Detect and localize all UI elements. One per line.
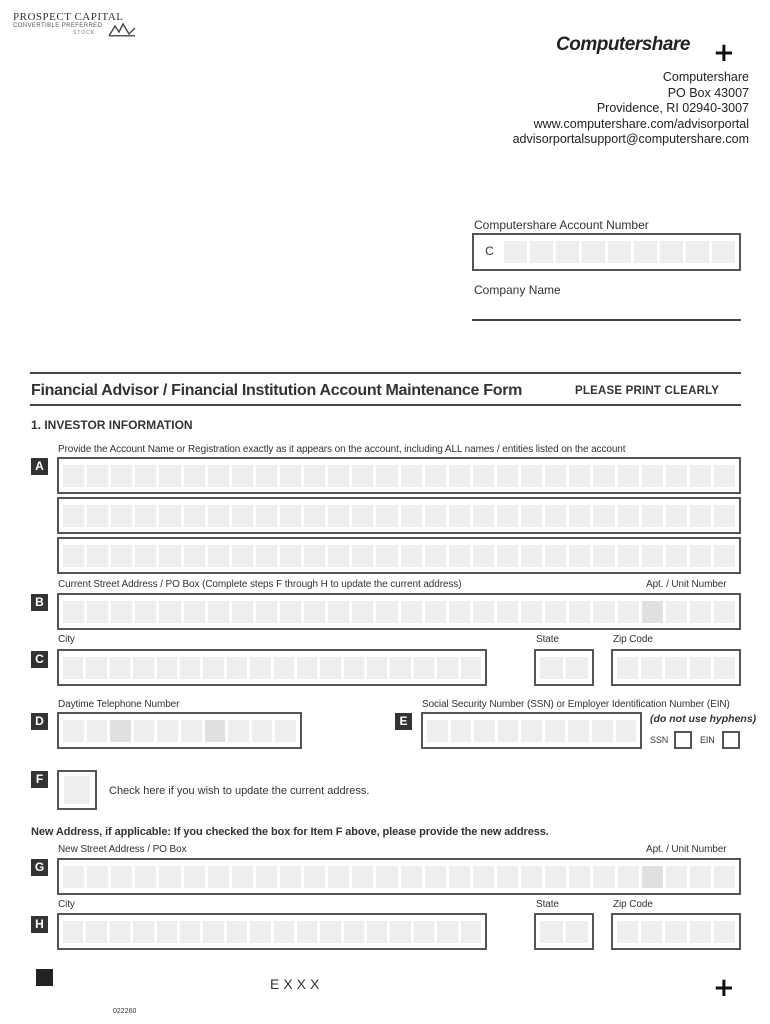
character-cell[interactable] bbox=[425, 601, 446, 623]
registration-square-icon bbox=[36, 969, 53, 986]
character-cell[interactable] bbox=[159, 545, 180, 567]
character-cell[interactable] bbox=[427, 720, 448, 742]
character-cell[interactable] bbox=[344, 921, 364, 943]
character-cell[interactable] bbox=[714, 866, 735, 888]
character-cell[interactable] bbox=[642, 505, 663, 527]
character-cell[interactable] bbox=[256, 866, 277, 888]
new-state-label: State bbox=[536, 899, 559, 910]
character-cell[interactable] bbox=[180, 657, 200, 679]
character-cell[interactable] bbox=[111, 866, 132, 888]
character-cell[interactable] bbox=[135, 601, 156, 623]
character-cell[interactable] bbox=[181, 720, 202, 742]
character-cell[interactable] bbox=[545, 720, 566, 742]
character-cell[interactable] bbox=[135, 866, 156, 888]
character-cell[interactable] bbox=[63, 545, 84, 567]
ein-checkbox[interactable] bbox=[722, 731, 740, 749]
character-cell[interactable] bbox=[497, 465, 518, 487]
account-name-line-3[interactable] bbox=[57, 537, 741, 574]
character-cell[interactable] bbox=[449, 601, 470, 623]
character-cell[interactable] bbox=[618, 505, 639, 527]
issuer-logo-line3: STOCK bbox=[73, 30, 96, 36]
form-code: EXXX bbox=[270, 976, 324, 992]
character-cell[interactable] bbox=[87, 505, 108, 527]
character-cell[interactable] bbox=[642, 465, 663, 487]
divider bbox=[30, 372, 741, 374]
ssn-ein-label: Social Security Number (SSN) or Employer Identification Number (EIN) bbox=[422, 699, 730, 710]
character-cell[interactable] bbox=[208, 601, 229, 623]
character-cell[interactable] bbox=[666, 465, 687, 487]
character-cell[interactable] bbox=[111, 601, 132, 623]
character-cell[interactable] bbox=[86, 921, 106, 943]
character-cell[interactable] bbox=[280, 465, 301, 487]
character-cell[interactable] bbox=[545, 866, 566, 888]
character-cell[interactable] bbox=[280, 866, 301, 888]
character-cell[interactable] bbox=[665, 657, 686, 679]
character-cell[interactable] bbox=[593, 465, 614, 487]
character-cell[interactable] bbox=[593, 601, 614, 623]
character-cell[interactable] bbox=[328, 545, 349, 567]
issuer-logo-line2: CONVERTIBLE PREFERRED bbox=[13, 23, 103, 29]
character-cell[interactable] bbox=[714, 505, 735, 527]
character-cell[interactable] bbox=[111, 545, 132, 567]
character-cell[interactable] bbox=[473, 545, 494, 567]
character-cell[interactable] bbox=[87, 545, 108, 567]
character-cell[interactable] bbox=[208, 866, 229, 888]
character-cell[interactable] bbox=[714, 657, 735, 679]
character-cell[interactable] bbox=[63, 866, 84, 888]
character-cell[interactable] bbox=[280, 545, 301, 567]
character-cell[interactable] bbox=[376, 866, 397, 888]
character-cell[interactable] bbox=[63, 601, 84, 623]
character-cell[interactable] bbox=[134, 720, 155, 742]
new-apt-unit-label: Apt. / Unit Number bbox=[646, 844, 727, 855]
character-cell[interactable] bbox=[352, 505, 373, 527]
character-cell[interactable] bbox=[256, 505, 277, 527]
character-cell[interactable] bbox=[521, 545, 542, 567]
character-cell[interactable] bbox=[437, 657, 457, 679]
character-cell[interactable] bbox=[461, 657, 481, 679]
no-hyphens-note: (do not use hyphens) bbox=[650, 713, 757, 725]
character-cell[interactable] bbox=[157, 720, 178, 742]
character-cell[interactable] bbox=[545, 601, 566, 623]
character-cell[interactable] bbox=[545, 545, 566, 567]
item-letter-c: C bbox=[31, 651, 48, 668]
character-cell[interactable] bbox=[159, 505, 180, 527]
character-cell[interactable] bbox=[157, 657, 177, 679]
account-name-line-1[interactable] bbox=[57, 457, 741, 494]
character-cell[interactable] bbox=[425, 866, 446, 888]
account-number-label: Computershare Account Number bbox=[474, 218, 649, 232]
ssn-ein-field[interactable] bbox=[421, 712, 642, 749]
character-cell[interactable] bbox=[111, 505, 132, 527]
character-cell[interactable] bbox=[449, 866, 470, 888]
registration-mark-icon: + bbox=[713, 38, 735, 68]
character-cell[interactable] bbox=[641, 921, 662, 943]
character-cell[interactable] bbox=[352, 545, 373, 567]
character-cell[interactable] bbox=[690, 545, 711, 567]
character-cell[interactable] bbox=[304, 545, 325, 567]
character-cell[interactable] bbox=[252, 720, 273, 742]
address-line: www.computershare.com/advisorportal bbox=[533, 116, 749, 131]
character-cell[interactable] bbox=[352, 465, 373, 487]
character-cell[interactable] bbox=[401, 545, 422, 567]
character-cell[interactable] bbox=[714, 601, 735, 623]
character-cell[interactable] bbox=[232, 866, 253, 888]
character-cell[interactable] bbox=[376, 545, 397, 567]
character-cell[interactable] bbox=[184, 601, 205, 623]
character-cell[interactable] bbox=[618, 465, 639, 487]
character-cell[interactable] bbox=[376, 465, 397, 487]
character-cell[interactable] bbox=[618, 601, 639, 623]
character-cell[interactable] bbox=[593, 866, 614, 888]
item-letter-a: A bbox=[31, 458, 48, 475]
character-cell[interactable] bbox=[133, 921, 153, 943]
character-cell[interactable] bbox=[569, 866, 590, 888]
item-letter-f: F bbox=[31, 771, 48, 788]
character-cell[interactable] bbox=[540, 657, 563, 679]
character-cell[interactable] bbox=[205, 720, 226, 742]
character-cell[interactable] bbox=[159, 465, 180, 487]
character-cell[interactable] bbox=[87, 866, 108, 888]
character-cell[interactable] bbox=[690, 601, 711, 623]
character-cell[interactable] bbox=[521, 866, 542, 888]
character-cell[interactable] bbox=[376, 505, 397, 527]
item-letter-e: E bbox=[395, 713, 412, 730]
issuer-logo-mark-icon bbox=[107, 22, 137, 38]
character-cell[interactable] bbox=[521, 601, 542, 623]
character-cell[interactable] bbox=[328, 465, 349, 487]
issuer-logo-name: PROSPECT CAPITAL bbox=[13, 11, 124, 23]
character-cell[interactable] bbox=[642, 601, 663, 623]
character-cell[interactable] bbox=[414, 657, 434, 679]
character-cell[interactable] bbox=[401, 505, 422, 527]
character-cell[interactable] bbox=[184, 866, 205, 888]
street-address-label: Current Street Address / PO Box (Complete steps F through H to update the current address) bbox=[58, 579, 462, 590]
character-cell[interactable] bbox=[569, 601, 590, 623]
character-cell[interactable] bbox=[328, 601, 349, 623]
character-cell[interactable] bbox=[641, 657, 662, 679]
address-line: advisorportalsupport@computershare.com bbox=[512, 132, 749, 147]
character-cell[interactable] bbox=[497, 866, 518, 888]
character-cell[interactable] bbox=[618, 866, 639, 888]
character-cell[interactable] bbox=[592, 720, 613, 742]
company-name-label: Company Name bbox=[474, 283, 561, 297]
telephone-label: Daytime Telephone Number bbox=[58, 699, 180, 710]
character-cell[interactable] bbox=[401, 601, 422, 623]
character-cell[interactable] bbox=[274, 921, 294, 943]
account-number-field[interactable] bbox=[472, 233, 741, 271]
character-cell[interactable] bbox=[280, 505, 301, 527]
character-cell[interactable] bbox=[540, 921, 563, 943]
character-cell[interactable] bbox=[256, 601, 277, 623]
character-cell[interactable] bbox=[437, 921, 457, 943]
character-cell[interactable] bbox=[208, 465, 229, 487]
character-cell[interactable] bbox=[367, 657, 387, 679]
new-city-field[interactable] bbox=[57, 913, 487, 950]
character-cell[interactable] bbox=[208, 545, 229, 567]
character-cell[interactable] bbox=[320, 921, 340, 943]
character-cell[interactable] bbox=[367, 921, 387, 943]
character-cell[interactable] bbox=[545, 465, 566, 487]
character-cell[interactable] bbox=[184, 465, 205, 487]
new-street-label: New Street Address / PO Box bbox=[58, 844, 187, 855]
account-name-line-2[interactable] bbox=[57, 497, 741, 534]
character-cell[interactable] bbox=[666, 866, 687, 888]
character-cell[interactable] bbox=[328, 505, 349, 527]
character-cell[interactable] bbox=[521, 505, 542, 527]
character-cell[interactable] bbox=[133, 657, 153, 679]
character-cell[interactable] bbox=[390, 657, 410, 679]
zip-code-label: Zip Code bbox=[613, 634, 653, 645]
character-cell[interactable] bbox=[232, 465, 253, 487]
character-cell[interactable] bbox=[63, 657, 83, 679]
character-cell[interactable] bbox=[63, 505, 84, 527]
form-title: Financial Advisor / Financial Institution Account Maintenance Form bbox=[31, 382, 523, 399]
character-cell[interactable] bbox=[180, 921, 200, 943]
city-field[interactable] bbox=[57, 649, 487, 686]
character-cell[interactable] bbox=[617, 657, 638, 679]
character-cell[interactable] bbox=[449, 505, 470, 527]
character-cell[interactable] bbox=[616, 720, 637, 742]
character-cell[interactable] bbox=[135, 465, 156, 487]
divider bbox=[30, 404, 741, 406]
character-cell[interactable] bbox=[111, 465, 132, 487]
state-label: State bbox=[536, 634, 559, 645]
character-cell[interactable] bbox=[304, 465, 325, 487]
character-cell[interactable] bbox=[159, 866, 180, 888]
update-address-label: Check here if you wish to update the current address. bbox=[109, 785, 370, 797]
character-cell[interactable] bbox=[208, 505, 229, 527]
character-cell[interactable] bbox=[690, 465, 711, 487]
character-cell[interactable] bbox=[665, 921, 686, 943]
item-letter-d: D bbox=[31, 713, 48, 730]
character-cell[interactable] bbox=[401, 866, 422, 888]
telephone-field[interactable] bbox=[57, 712, 302, 749]
character-cell[interactable] bbox=[497, 545, 518, 567]
character-cell[interactable] bbox=[280, 601, 301, 623]
item-letter-g: G bbox=[31, 859, 48, 876]
address-line: Computershare bbox=[662, 70, 749, 84]
character-cell[interactable] bbox=[157, 921, 177, 943]
character-cell[interactable] bbox=[449, 465, 470, 487]
new-street-address-field[interactable] bbox=[57, 858, 741, 895]
character-cell[interactable] bbox=[593, 545, 614, 567]
character-cell[interactable] bbox=[497, 601, 518, 623]
new-city-label: City bbox=[58, 899, 75, 910]
character-cell[interactable] bbox=[232, 505, 253, 527]
character-cell[interactable] bbox=[110, 657, 130, 679]
character-cell[interactable] bbox=[714, 545, 735, 567]
character-cell[interactable] bbox=[304, 866, 325, 888]
street-address-field[interactable] bbox=[57, 593, 741, 630]
character-cell[interactable] bbox=[666, 505, 687, 527]
character-cell[interactable] bbox=[110, 720, 131, 742]
character-cell[interactable] bbox=[232, 545, 253, 567]
character-cell[interactable] bbox=[184, 505, 205, 527]
character-cell[interactable] bbox=[425, 505, 446, 527]
apt-unit-label: Apt. / Unit Number bbox=[646, 579, 727, 590]
state-field[interactable] bbox=[534, 649, 594, 686]
character-cell[interactable] bbox=[63, 465, 84, 487]
character-cell[interactable] bbox=[473, 465, 494, 487]
character-cell[interactable] bbox=[714, 465, 735, 487]
character-cell[interactable] bbox=[425, 545, 446, 567]
character-cell[interactable] bbox=[568, 720, 589, 742]
character-cell[interactable] bbox=[714, 921, 735, 943]
character-cell[interactable] bbox=[451, 720, 472, 742]
character-cell[interactable] bbox=[328, 866, 349, 888]
character-cell[interactable] bbox=[227, 657, 247, 679]
character-cell[interactable] bbox=[473, 601, 494, 623]
new-address-note: New Address, if applicable: If you checked the box for Item F above, please provide the new address. bbox=[31, 826, 549, 838]
character-cell[interactable] bbox=[690, 866, 711, 888]
character-cell[interactable] bbox=[159, 601, 180, 623]
character-cell[interactable] bbox=[666, 601, 687, 623]
computershare-logo: Computershare bbox=[556, 34, 690, 55]
character-cell[interactable] bbox=[135, 545, 156, 567]
character-cell[interactable] bbox=[545, 505, 566, 527]
character-cell[interactable] bbox=[135, 505, 156, 527]
address-line: PO Box 43007 bbox=[667, 85, 749, 100]
character-cell[interactable] bbox=[642, 545, 663, 567]
character-cell[interactable] bbox=[474, 720, 495, 742]
character-cell[interactable] bbox=[569, 545, 590, 567]
character-cell[interactable] bbox=[376, 601, 397, 623]
character-cell[interactable] bbox=[63, 921, 83, 943]
character-cell[interactable] bbox=[250, 921, 270, 943]
ein-option-label: EIN bbox=[700, 735, 715, 745]
character-cell[interactable] bbox=[449, 545, 470, 567]
character-cell[interactable] bbox=[617, 921, 638, 943]
character-cell[interactable] bbox=[275, 720, 296, 742]
character-cell[interactable] bbox=[690, 657, 711, 679]
character-cell[interactable] bbox=[566, 657, 589, 679]
new-zip-code-label: Zip Code bbox=[613, 899, 653, 910]
section-heading: 1. INVESTOR INFORMATION bbox=[31, 418, 193, 432]
new-state-field[interactable] bbox=[534, 913, 594, 950]
character-cell[interactable] bbox=[320, 657, 340, 679]
character-cell[interactable] bbox=[414, 921, 434, 943]
character-cell[interactable] bbox=[642, 866, 663, 888]
address-line: Providence, RI 02940-3007 bbox=[596, 101, 749, 116]
character-cell[interactable] bbox=[87, 601, 108, 623]
character-cell[interactable] bbox=[690, 921, 711, 943]
character-cell[interactable] bbox=[110, 921, 130, 943]
character-cell[interactable] bbox=[401, 465, 422, 487]
character-cell[interactable] bbox=[304, 601, 325, 623]
character-cell[interactable] bbox=[425, 465, 446, 487]
character-cell[interactable] bbox=[666, 545, 687, 567]
ssn-option-label: SSN bbox=[650, 735, 669, 745]
character-cell[interactable] bbox=[228, 720, 249, 742]
character-cell[interactable] bbox=[566, 921, 589, 943]
mailing-address bbox=[513, 70, 749, 148]
character-cell[interactable] bbox=[352, 601, 373, 623]
registration-mark-icon: + bbox=[713, 973, 735, 1003]
item-letter-h: H bbox=[31, 916, 48, 933]
city-label: City bbox=[58, 634, 75, 645]
update-address-checkbox[interactable] bbox=[57, 770, 97, 810]
document-id: 022260 bbox=[113, 1008, 137, 1015]
character-cell[interactable] bbox=[256, 545, 277, 567]
character-cell[interactable] bbox=[390, 921, 410, 943]
character-cell[interactable] bbox=[227, 921, 247, 943]
character-cell[interactable] bbox=[690, 505, 711, 527]
character-cell[interactable] bbox=[497, 505, 518, 527]
character-cell[interactable] bbox=[274, 657, 294, 679]
character-cell[interactable] bbox=[304, 505, 325, 527]
character-cell[interactable] bbox=[86, 657, 106, 679]
character-cell[interactable] bbox=[250, 657, 270, 679]
character-cell[interactable] bbox=[203, 657, 223, 679]
character-cell[interactable] bbox=[297, 657, 317, 679]
character-cell[interactable] bbox=[87, 465, 108, 487]
character-cell[interactable] bbox=[87, 720, 108, 742]
account-number-prefix: C bbox=[485, 244, 494, 258]
character-cell[interactable] bbox=[521, 720, 542, 742]
character-cell[interactable] bbox=[473, 505, 494, 527]
character-cell[interactable] bbox=[203, 921, 223, 943]
character-cell[interactable] bbox=[63, 720, 84, 742]
item-letter-b: B bbox=[31, 594, 48, 611]
ssn-checkbox[interactable] bbox=[674, 731, 692, 749]
account-name-label: Provide the Account Name or Registration exactly as it appears on the account, including ALL names / entities listed on the account bbox=[58, 444, 626, 455]
character-cell[interactable] bbox=[498, 720, 519, 742]
zip-code-field[interactable] bbox=[611, 649, 741, 686]
character-cell[interactable] bbox=[473, 866, 494, 888]
character-cell[interactable] bbox=[297, 921, 317, 943]
character-cell[interactable] bbox=[352, 866, 373, 888]
character-cell[interactable] bbox=[521, 465, 542, 487]
character-cell[interactable] bbox=[593, 505, 614, 527]
character-cell[interactable] bbox=[184, 545, 205, 567]
character-cell[interactable] bbox=[344, 657, 364, 679]
character-cell[interactable] bbox=[461, 921, 481, 943]
character-cell[interactable] bbox=[618, 545, 639, 567]
character-cell[interactable] bbox=[232, 601, 253, 623]
print-clearly-note: PLEASE PRINT CLEARLY bbox=[575, 385, 720, 397]
issuer-logo bbox=[13, 12, 133, 38]
company-name-line[interactable] bbox=[472, 319, 741, 321]
character-cell[interactable] bbox=[569, 465, 590, 487]
new-zip-code-field[interactable] bbox=[611, 913, 741, 950]
character-cell[interactable] bbox=[569, 505, 590, 527]
character-cell[interactable] bbox=[256, 465, 277, 487]
